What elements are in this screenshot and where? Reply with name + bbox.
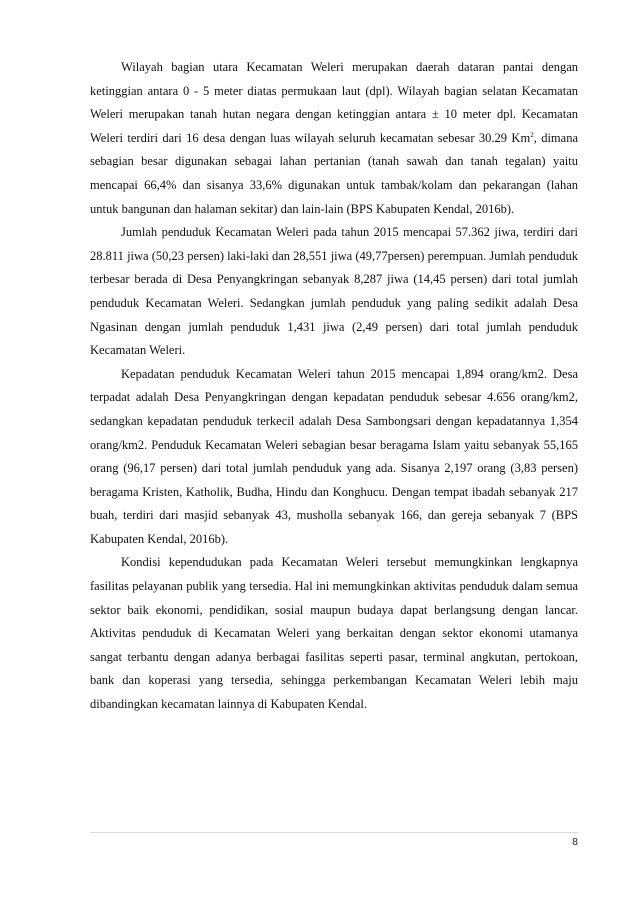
paragraph-facilities: Kondisi kependudukan pada Kecamatan Weleri tersebut memungkinkan lengkapnya fasilitas pelayanan publik yang tersedia. Hal ini memungkinkan aktivitas penduduk dalam semua sektor baik ekonomi, pendidikan, sosial maupun budaya dapat berlangsung dengan lancar. Aktivitas penduduk di Kecamatan Weleri yang berkaitan dengan sektor ekonomi utamanya sangat terbantu dengan adanya berbagai fasilitas seperti pasar, terminal angkutan, pertokoan, bank dan koperasi yang tersedia, sehingga perkembangan Kecamatan Weleri lebih maju dibandingkan kecamatan lainnya di Kabupaten Kendal. [90, 555, 578, 712]
paragraph-geography-text-part-2: , dimana sebagian besar digunakan sebagai lahan pertanian (tanah sawah dan tanah tegalan) yaitu mencapai 66,4% dan sisanya 33,6% digunakan untuk tambak/kolam dan pekarangan (lahan untuk bangunan dan halaman sekitar) dan lain-lain (BPS Kabupaten Kendal, 2016b). [90, 130, 579, 216]
page-number: 8 [572, 836, 578, 848]
paragraph-density-religion: Kepadatan penduduk Kecamatan Weleri tahun 2015 mencapai 1,894 orang/km2. Desa terpadat adalah Desa Penyangkringan dengan kepadatan penduduk sebesar 4.656 orang/km2, sedangkan kepadatan penduduk terkecil adalah Desa Sambongsari dengan kepadatannya 1,354 orang/km2. Penduduk Kecamatan Weleri sebagian besar beragama Islam yaitu sebanyak 55,165 orang (96,17 persen) dari total jumlah penduduk yang ada. Sisanya 2,197 orang (3,83 persen) beragama Kristen, Katholik, Budha, Hindu dan Konghucu. Dengan tempat ibadah sebanyak 217 buah, terdiri dari masjid sebanyak 43, musholla sebanyak 166, dan gereja sebanyak 7 (BPS Kabupaten Kendal, 2016b). [90, 366, 578, 546]
superscript-square: 2 [530, 130, 534, 139]
paragraph-population: Jumlah penduduk Kecamatan Weleri pada tahun 2015 mencapai 57.362 jiwa, terdiri dari 28.811 jiwa (50,23 persen) laki-laki dan 28,551 jiwa (49,77persen) perempuan. Jumlah penduduk terbesar berada di Desa Penyangkringan sebanyak 8,287 jiwa (14,45 persen) dari total jumlah penduduk Kecamatan Weleri. Sedangkan jumlah penduduk yang paling sedikit adalah Desa Ngasinan dengan jumlah penduduk 1,431 jiwa (2,49 persen) dari total jumlah penduduk Kecamatan Weleri. [90, 225, 578, 358]
paragraph-geography [90, 56, 578, 221]
footer-divider [90, 832, 578, 833]
body-text [90, 56, 578, 717]
paragraph-geography-text-part-1: Wilayah bagian utara Kecamatan Weleri merupakan daerah dataran pantai dengan ketinggian antara 0 - 5 meter diatas permukaan laut (dpl). Wilayah bagian selatan Kecamatan Weleri merupakan tanah hutan negara dengan ketinggian antara ± 10 meter dpl. Kecamatan Weleri terdiri dari 16 desa dengan luas wilayah seluruh kecamatan sebesar 30.29 Km [90, 60, 578, 145]
